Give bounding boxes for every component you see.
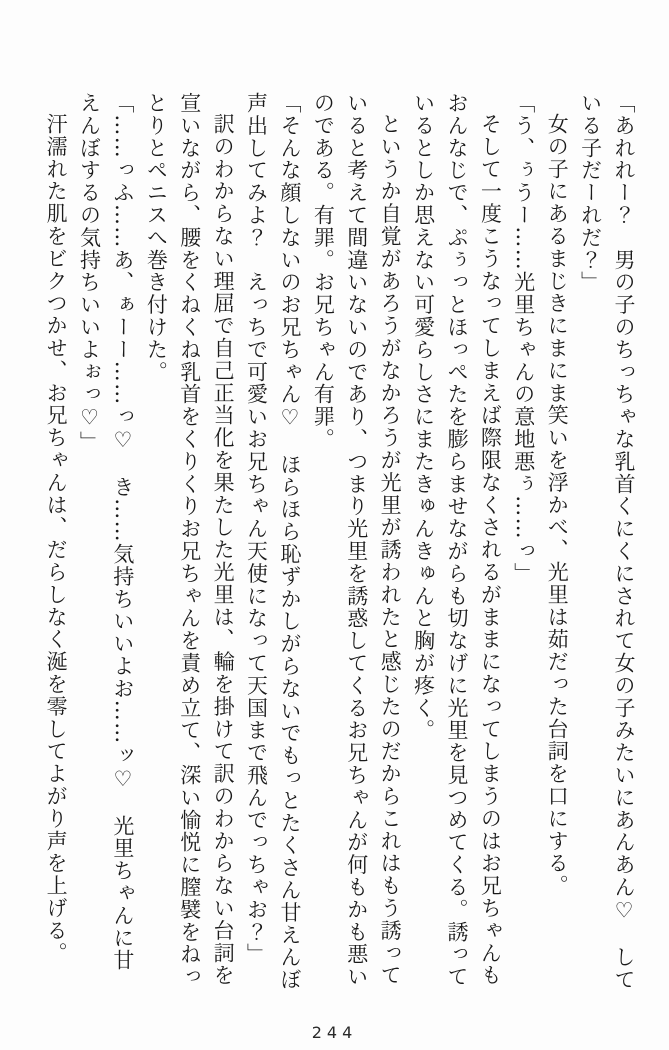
paragraph-dialogue: 「……っふ……あ、ぁーー……っ♡ き……気持ちいいよお……ッ♡ 光里ちゃんに甘えんぼするの気持ちいいよぉっ♡」 [77,92,135,972]
paragraph-narration: というか自覚があろうがなかろうが光里が誘われたと感じたのだからこれはもう誘っていると考えて間違いないのであり、つまり光里を誘惑してくるお兄ちゃんが何もかも悪いのである。有罪。お兄ちゃん有罪。 [311,92,403,988]
paragraph-dialogue: 「そんな顔しないのお兄ちゃん♡ ほらほら恥ずかしがらないでもっとたくさん甘えんぼ声出してみよ？ えっちで可愛いお兄ちゃん天使になって天国まで飛んでっちゃお？」 [244,92,302,991]
vertical-text-area [36,92,640,991]
paragraph-dialogue: 「う、ぅうー……光里ちゃんの意地悪ぅ……っ」 [511,92,536,585]
paragraph-narration: 女の子にあるまじきにまにま笑いを浮かべ、光里は茹だった台詞を口にする。 [545,113,570,897]
paragraph-narration: 訳のわからない理屈で自己正当化を果たした光里は、輪を掛けて訳のわからない台詞を宣いながら、腰をくねくね乳首をくりくりお兄ちゃんを責め立て、深い愉悦に膣襞をねっとりとペニスへ巻き付けた。 [144,92,236,988]
paragraph-narration: 汗濡れた肌をビクつかせ、お兄ちゃんは、だらしなく涎を零してよがり声を上げる。 [44,113,69,965]
paragraph-narration: そして一度こうなってしまえば際限なくされるがままになってしまうのはお兄ちゃんもおんなじで、ぷぅっとほっぺたを膨らませながらも切なげに光里を見つめてくる。誘っているとしか思えない可愛らしさにまたきゅんきゅんと胸が疼く。 [411,92,503,988]
page-number: 244 [311,1023,358,1042]
paragraph-dialogue: 「あれれー？ 男の子のちっちゃな乳首くにくにされて女の子みたいにあんあん♡ している子だーれだ？」 [578,92,636,991]
